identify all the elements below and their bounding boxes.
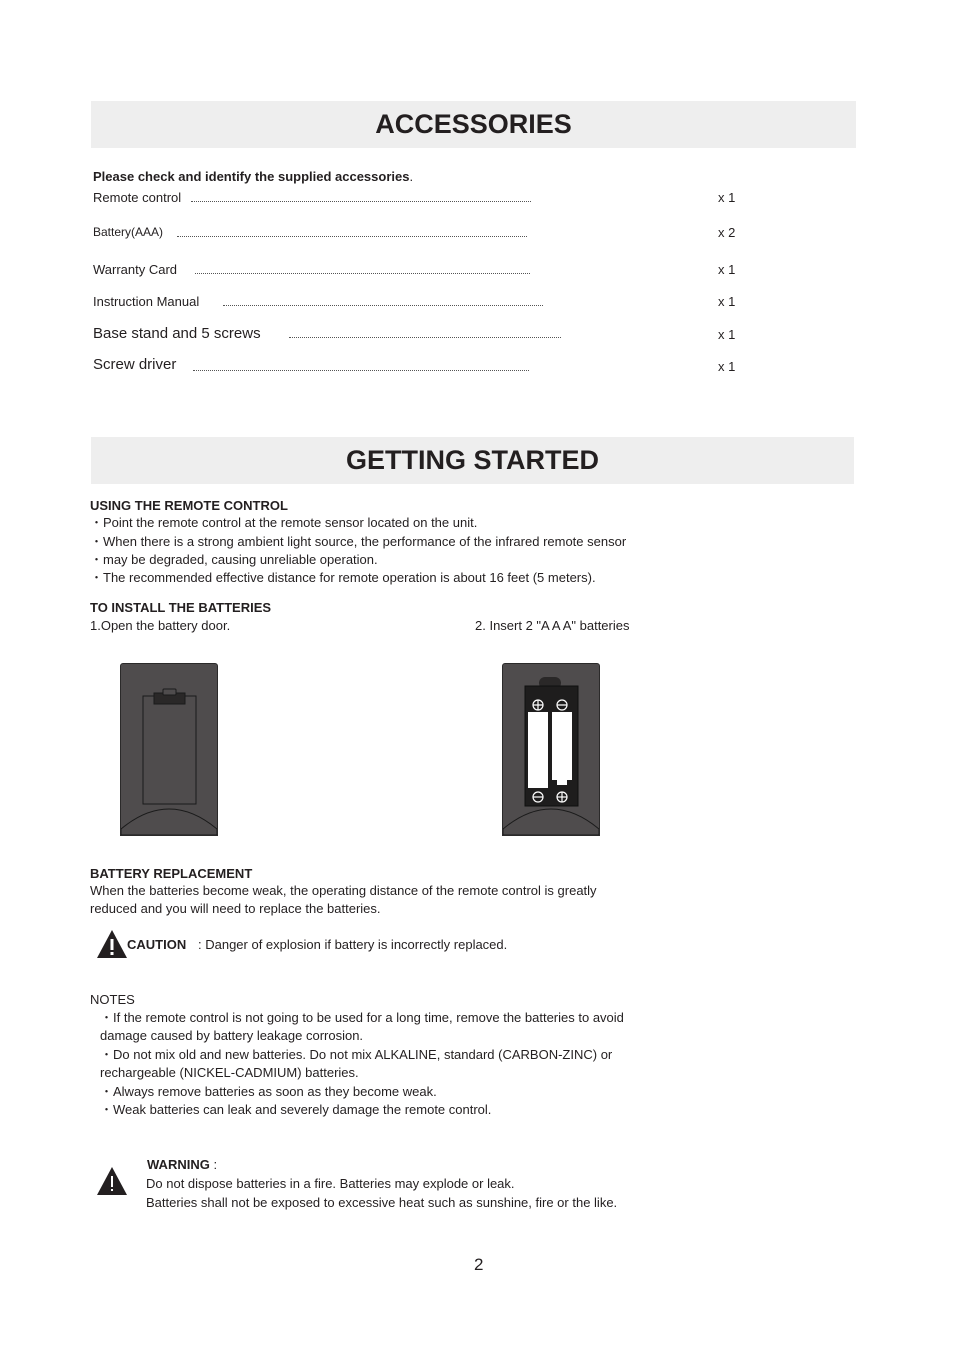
notes-heading: NOTES [90,992,135,1007]
warning-heading [147,1156,217,1174]
install-step-2: 2. Insert 2 "A A A" batteries [475,618,630,633]
accessory-qty: x 1 [718,190,736,205]
note-line: ・Weak batteries can leak and severely damage the remote control. [100,1102,492,1117]
remote-bullet: ・When there is a strong ambient light source, the performance of the infrared remote sensor [90,534,627,549]
accessory-row [93,325,743,345]
accessory-qty: x 2 [718,225,736,240]
remote-control-heading: USING THE REMOTE CONTROL [90,498,288,513]
accessory-qty: x 1 [718,294,736,309]
warning-line: Batteries shall not be exposed to excessive heat such as sunshine, fire or the like. [146,1195,618,1210]
warning-label: WARNING [147,1157,210,1172]
warning-icon [96,1166,128,1196]
accessory-row [93,190,743,210]
note-line: damage caused by battery leakage corrosion. [100,1028,364,1043]
accessory-name: Remote control [93,190,182,205]
accessories-title: ACCESSORIES [375,109,572,139]
note-line: ・Always remove batteries as soon as they become weak. [100,1084,437,1099]
accessory-name: Screw driver [93,356,177,373]
accessories-intro-text: Please check and identify the supplied accessories [93,169,410,184]
accessories-intro [93,169,413,184]
leader-dots [177,225,527,237]
warning-line: Do not dispose batteries in a fire. Batteries may explode or leak. [146,1176,515,1191]
leader-dots [195,262,530,274]
remote-bullet: ・Point the remote control at the remote sensor located on the unit. [90,515,478,530]
accessory-qty: x 1 [718,262,736,277]
page-number: 2 [474,1255,484,1274]
remote-back-open-illustration [502,663,600,836]
accessory-name: Base stand and 5 screws [93,325,261,342]
battery-door-illustration [121,664,217,835]
accessory-qty: x 1 [718,327,736,342]
accessory-name: Instruction Manual [93,294,200,309]
accessories-banner [91,101,856,148]
accessory-name: Battery(AAA) [93,225,164,239]
getting-started-banner [91,437,854,484]
replacement-text-line: reduced and you will need to replace the batteries. [90,901,381,916]
remote-bullet: ・may be degraded, causing unreliable operation. [90,552,378,567]
note-line: rechargeable (NICKEL-CADMIUM) batteries. [100,1065,359,1080]
getting-started-title: GETTING STARTED [346,445,599,475]
accessory-row [93,225,743,245]
remote-bullet: ・The recommended effective distance for remote operation is about 16 feet (5 meters). [90,570,596,585]
battery-compartment-illustration [503,664,599,835]
install-step-1: 1.Open the battery door. [90,618,231,633]
leader-dots [289,325,561,338]
accessory-qty: x 1 [718,359,736,374]
note-line: ・Do not mix old and new batteries. Do not mix ALKALINE, standard (CARBON-ZINC) or [100,1047,613,1062]
remote-back-closed-illustration [120,663,218,836]
accessory-row [93,356,743,376]
leader-dots [193,356,529,371]
caution-icon [96,929,128,959]
note-line: ・If the remote control is not going to be used for a long time, remove the batteries to avoid [100,1010,624,1025]
caution-text: : Danger of explosion if battery is incorrectly replaced. [198,937,508,952]
accessory-row [93,262,743,282]
accessory-name: Warranty Card [93,262,178,277]
leader-dots [191,190,531,202]
caution-label: CAUTION [127,937,187,952]
warning-colon: : [213,1157,218,1172]
accessory-row [93,294,743,314]
replacement-text-line: When the batteries become weak, the operating distance of the remote control is greatly [90,883,597,898]
battery-replacement-heading: BATTERY REPLACEMENT [90,866,253,881]
install-batteries-heading: TO INSTALL THE BATTERIES [90,600,272,615]
accessories-intro-period: . [409,169,414,184]
leader-dots [223,294,543,306]
